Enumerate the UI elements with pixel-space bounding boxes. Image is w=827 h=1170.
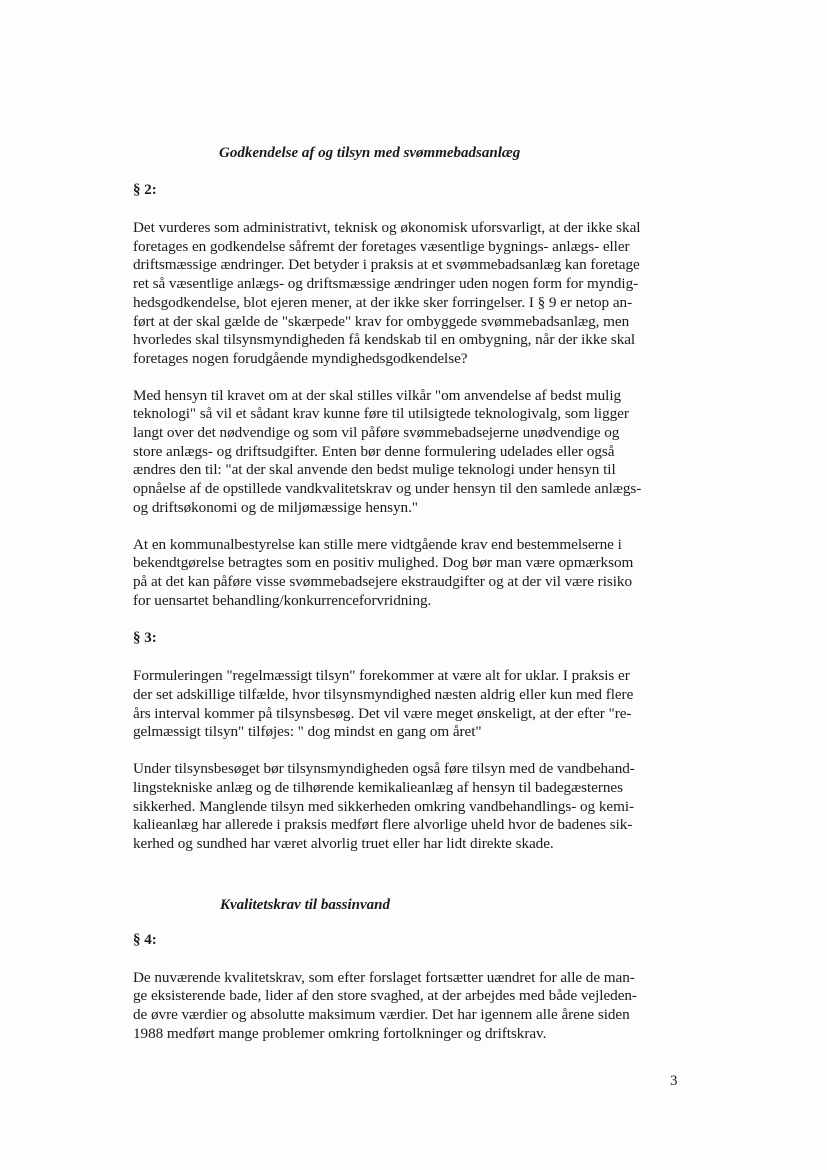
section-3-label: § 3: [133, 630, 157, 647]
page-number: 3 [670, 1073, 678, 1089]
paragraph: De nuværende kvalitetskrav, som efter forslaget fortsætter uændret for alle de man- ge eksisterende bade, lider af den store svaghed, at der arbejdes med både vejleden- de øvre værdier og absolutte maksimum værdier. Det har igennem alle årene siden 1988 medført mange problemer omkring fortolkninger og driftskrav. [133, 968, 637, 1042]
paragraph: At en kommunalbestyrelse kan stille mere vidtgående krav end bestemmelserne i bekendtgørelse betragtes som en positiv mulighed. Dog bør man være opmærksom på at det kan påføre visse svømmebadsejere ekstraudgifter og at der vil være risiko for uensartet behandling/konkurrenceforvridning. [133, 535, 634, 609]
section-2-label: § 2: [133, 182, 157, 198]
document-body [133, 143, 681, 1062]
paragraph: Med hensyn til kravet om at der skal stilles vilkår "om anvendelse af bedst mulig teknologi" så vil et sådant krav kunne føre til utilsigtede teknologivalg, som ligger langt over det nødvendige og som vil påføre svømmebadsejerne unødvendige og store anlægs- og driftsudgifter. Enten bør denne formulering udelades eller også ændres den til: "at der skal anvende den bedst mulige teknologi under hensyn til opnåelse af de opstillede vandkvalitetskrav og under hensyn til den samlede anlægs- og driftsøkonomi og de miljømæssige hensyn." [133, 386, 642, 516]
heading-kvalitetskrav: Kvalitetskrav til bassinvand [220, 896, 391, 913]
paragraph: Under tilsynsbesøget bør tilsynsmyndigheden også føre tilsyn med de vandbehand- lingstekniske anlæg og de tilhørende kemikalieanlæg af hensyn til badegæsternes sikkerhed. Manglende tilsyn med sikkerheden omkring vandbehandlings- og kemi- kalieanlæg har allerede i praksis medført flere alvorlige uheld hvor de badenes sik- kerhed og sundhed har været alvorlig truet eller har lidt direkte skade. [133, 760, 635, 852]
paragraph: Det vurderes som administrativt, teknisk og økonomisk uforsvarligt, at der ikke skal foretages en godkendelse såfremt der foretages væsentlige bygnings- anlægs- eller driftsmæssige ændringer. Det betyder i praksis at et svømmebadsanlæg kan foretage ret så væsentlige anlægs- og driftsmæssige ændringer uden nogen form for myndig- hedsgodkendelse, blot ejeren mener, at der ikke sker forringelser. I § 9 er netop an- ført at der skal gælde de "skærpede" krav for ombyggede svømmebadsanlæg, men hvorledes skal tilsynsmyndigheden få kendskab til en ombygning, når der ikke skal foretages nogen forudgående myndighedsgodkendelse? [133, 219, 641, 367]
section-4-label: § 4: [133, 931, 157, 948]
heading-godkendelse: Godkendelse af og tilsyn med svømmebadsanlæg [219, 145, 521, 161]
paragraph: Formuleringen "regelmæssigt tilsyn" forekommer at være alt for uklar. I praksis er der set adskillige tilfælde, hvor tilsynsmyndighed næsten aldrig eller kun med flere års interval kommer på tilsynsbesøg. Det vil være meget ønskeligt, at der efter "re- gelmæssigt tilsyn" tilføjes: " dog mindst en gang om året" [133, 667, 634, 741]
spacer [133, 872, 681, 895]
